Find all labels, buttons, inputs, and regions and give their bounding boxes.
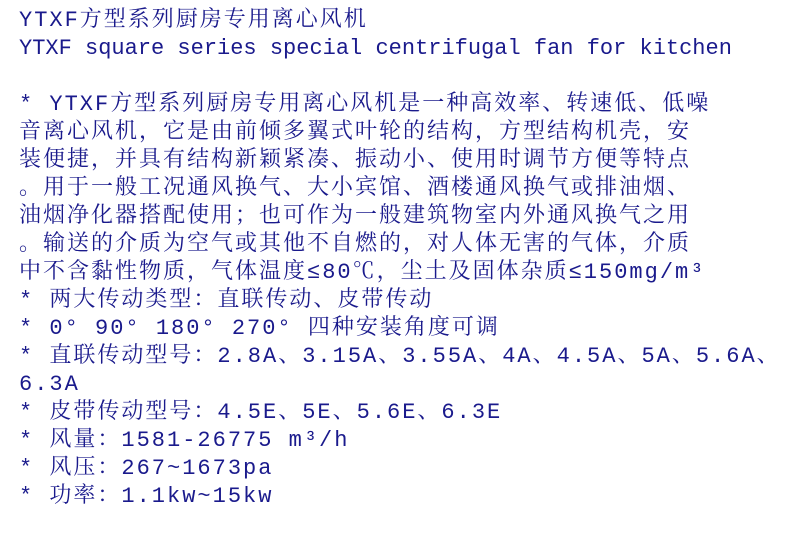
- spec-line-direct-drive-models: * 直联传动型号：2.8A、3.15A、3.55A、4A、4.5A、5A、5.6A、: [19, 344, 781, 369]
- description-line: 装便捷，并具有结构新颖紧凑、振动小、使用时调节方便等特点: [19, 148, 692, 173]
- spec-line-air-pressure: * 风压：267~1673pa: [19, 456, 274, 481]
- spec-line-power: * 功率：1.1kw~15kw: [19, 484, 274, 509]
- spec-line-direct-drive-models-cont: 6.3A: [19, 372, 80, 397]
- page-title-en: YTXF square series special centrifugal fan for kitchen: [19, 36, 732, 61]
- spec-line-install-angles: * 0° 90° 180° 270° 四种安装角度可调: [19, 316, 500, 341]
- description-line: 中不含黏性物质，气体温度≤80℃，尘土及固体杂质≤150mg/m³: [19, 260, 706, 285]
- spec-line-drive-types: * 两大传动类型：直联传动、皮带传动: [19, 288, 434, 313]
- spacer: [19, 63, 800, 91]
- description-line: 。输送的介质为空气或其他不自燃的，对人体无害的气体，介质: [19, 232, 692, 257]
- description-line: 油烟净化器搭配使用；也可作为一般建筑物室内外通风换气之用: [19, 204, 692, 229]
- description-line: 。用于一般工况通风换气、大小宾馆、酒楼通风换气或排油烟、: [19, 176, 692, 201]
- description-line: * YTXF方型系列厨房专用离心风机是一种高效率、转速低、低噪: [19, 92, 711, 117]
- spec-line-belt-drive-models: * 皮带传动型号：4.5E、5E、5.6E、6.3E: [19, 400, 503, 425]
- spec-line-air-volume: * 风量：1581-26775 m³/h: [19, 428, 350, 453]
- page-title-zh: YTXF方型系列厨房专用离心风机: [19, 8, 368, 33]
- description-line: 音离心风机，它是由前倾多翼式叶轮的结构，方型结构机壳，安: [19, 120, 692, 145]
